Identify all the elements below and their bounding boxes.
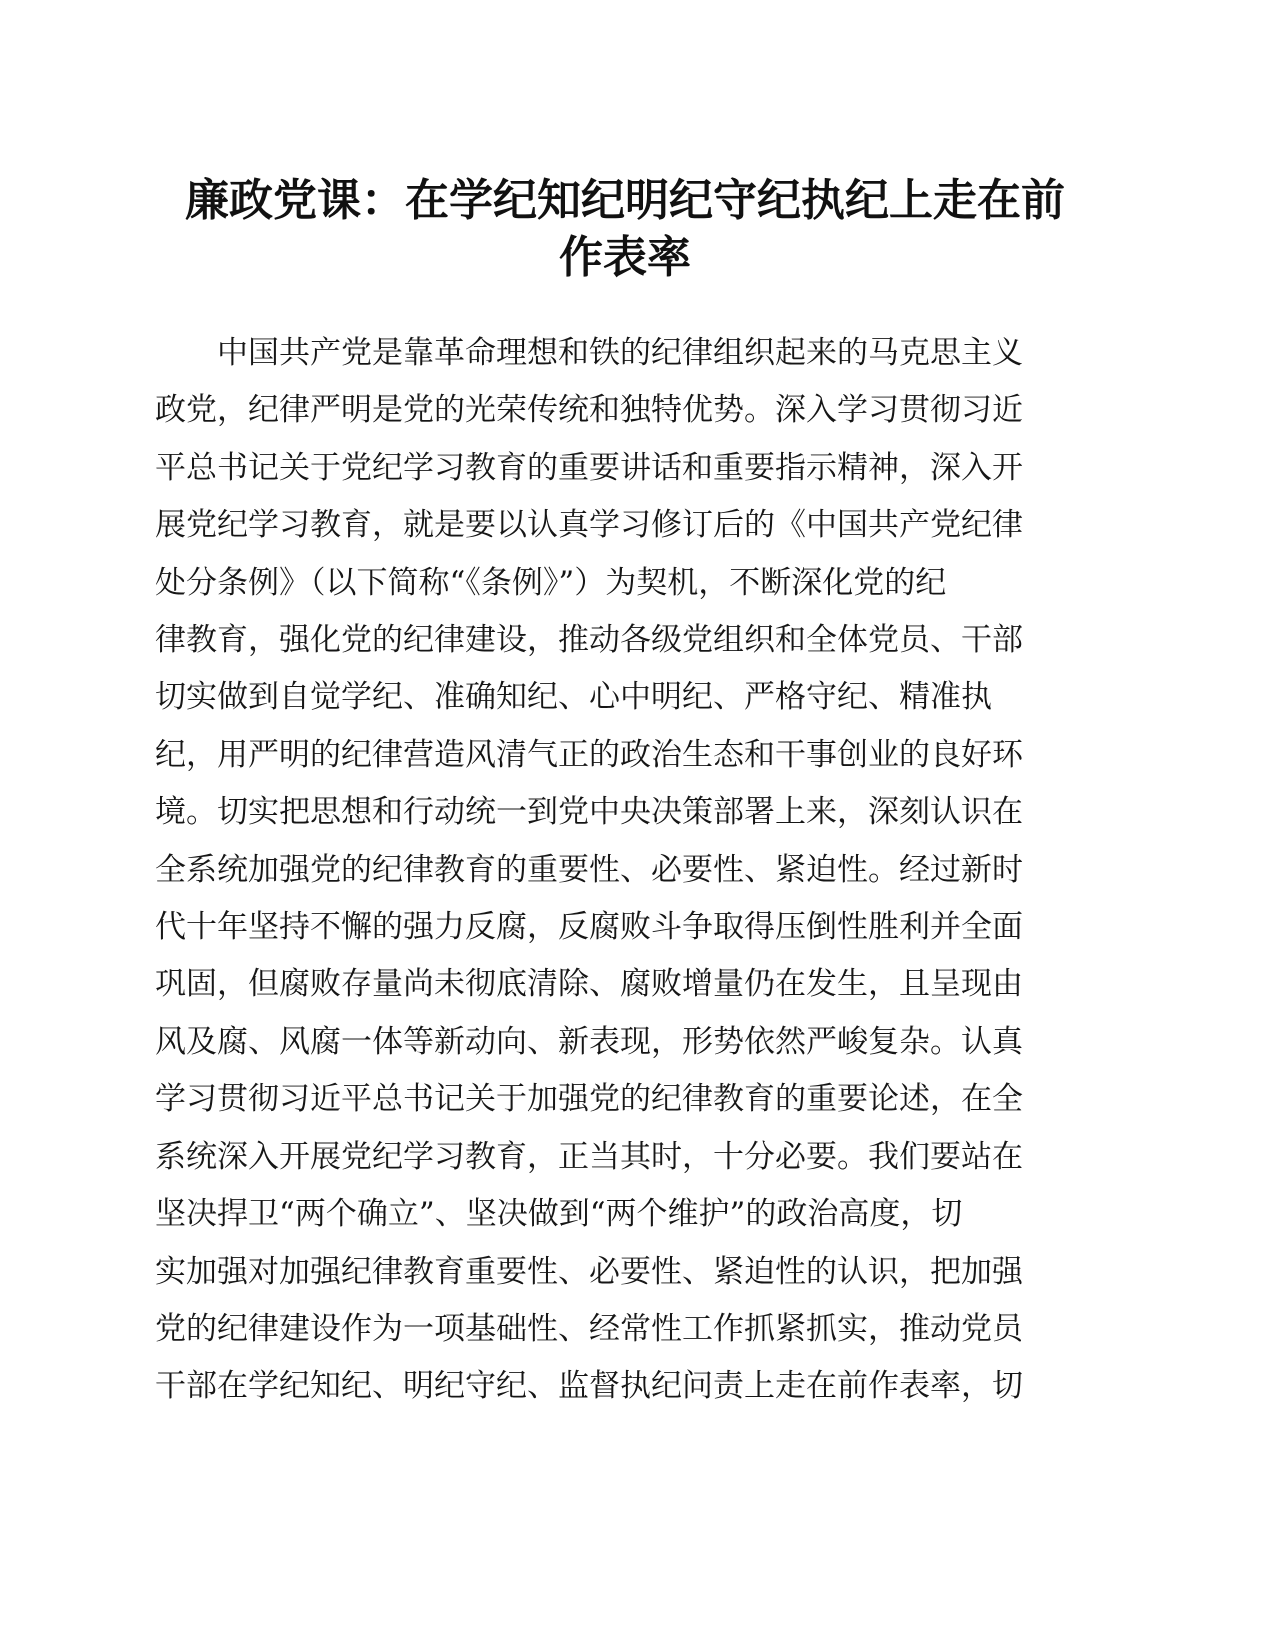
body-line: 平总书记关于党纪学习教育的重要讲话和重要指示精神，深入开 xyxy=(155,449,1023,486)
body-line: 政党，纪律严明是党的光荣传统和独特优势。深入学习贯彻习近 xyxy=(155,392,1023,429)
body-line: 党的纪律建设作为一项基础性、经常性工作抓紧抓实，推动党员 xyxy=(155,1310,1023,1347)
body-line: 境。切实把思想和行动统一到党中央决策部署上来，深刻认识在 xyxy=(155,794,1023,831)
body-line: 代十年坚持不懈的强力反腐，反腐败斗争取得压倒性胜利并全面 xyxy=(155,909,1023,946)
body-line: 处分条例》（以下简称“《条例》”）为契机，不断深化党的纪 xyxy=(155,564,947,601)
body-line: 风及腐、风腐一体等新动向、新表现，形势依然严峻复杂。认真 xyxy=(155,1023,1023,1060)
body-line: 展党纪学习教育，就是要以认真学习修订后的《中国共产党纪律 xyxy=(155,507,1023,544)
body-line: 全系统加强党的纪律教育的重要性、必要性、紧迫性。经过新时 xyxy=(155,851,1023,888)
body-line: 学习贯彻习近平总书记关于加强党的纪律教育的重要论述，在全 xyxy=(155,1081,1023,1118)
body-line: 中国共产党是靠革命理想和铁的纪律组织起来的马克思主义 xyxy=(155,335,1023,371)
body-line: 干部在学纪知纪、明纪守纪、监督执纪问责上走在前作表率，切 xyxy=(155,1368,1023,1405)
body-line: 实加强对加强纪律教育重要性、必要性、紧迫性的认识，把加强 xyxy=(155,1253,1023,1290)
document-title xyxy=(155,172,1095,286)
body-line: 切实做到自觉学纪、准确知纪、心中明纪、严格守纪、精准执 xyxy=(155,679,992,716)
body-line: 坚决捍卫“两个确立”、坚决做到“两个维护”的政治高度，切 xyxy=(155,1196,963,1233)
body-line: 律教育，强化党的纪律建设，推动各级党组织和全体党员、干部 xyxy=(155,622,1023,659)
document-body xyxy=(155,325,1095,1416)
body-line: 巩固，但腐败存量尚未彻底清除、腐败增量仍在发生，且呈现由 xyxy=(155,966,1023,1003)
title-line-2: 作表率 xyxy=(559,232,691,283)
body-line: 纪，用严明的纪律营造风清气正的政治生态和干事创业的良好环 xyxy=(155,736,1023,773)
body-line: 系统深入开展党纪学习教育，正当其时，十分必要。我们要站在 xyxy=(155,1138,1023,1175)
title-line-1: 廉政党课：在学纪知纪明纪守纪执纪上走在前 xyxy=(185,175,1065,226)
